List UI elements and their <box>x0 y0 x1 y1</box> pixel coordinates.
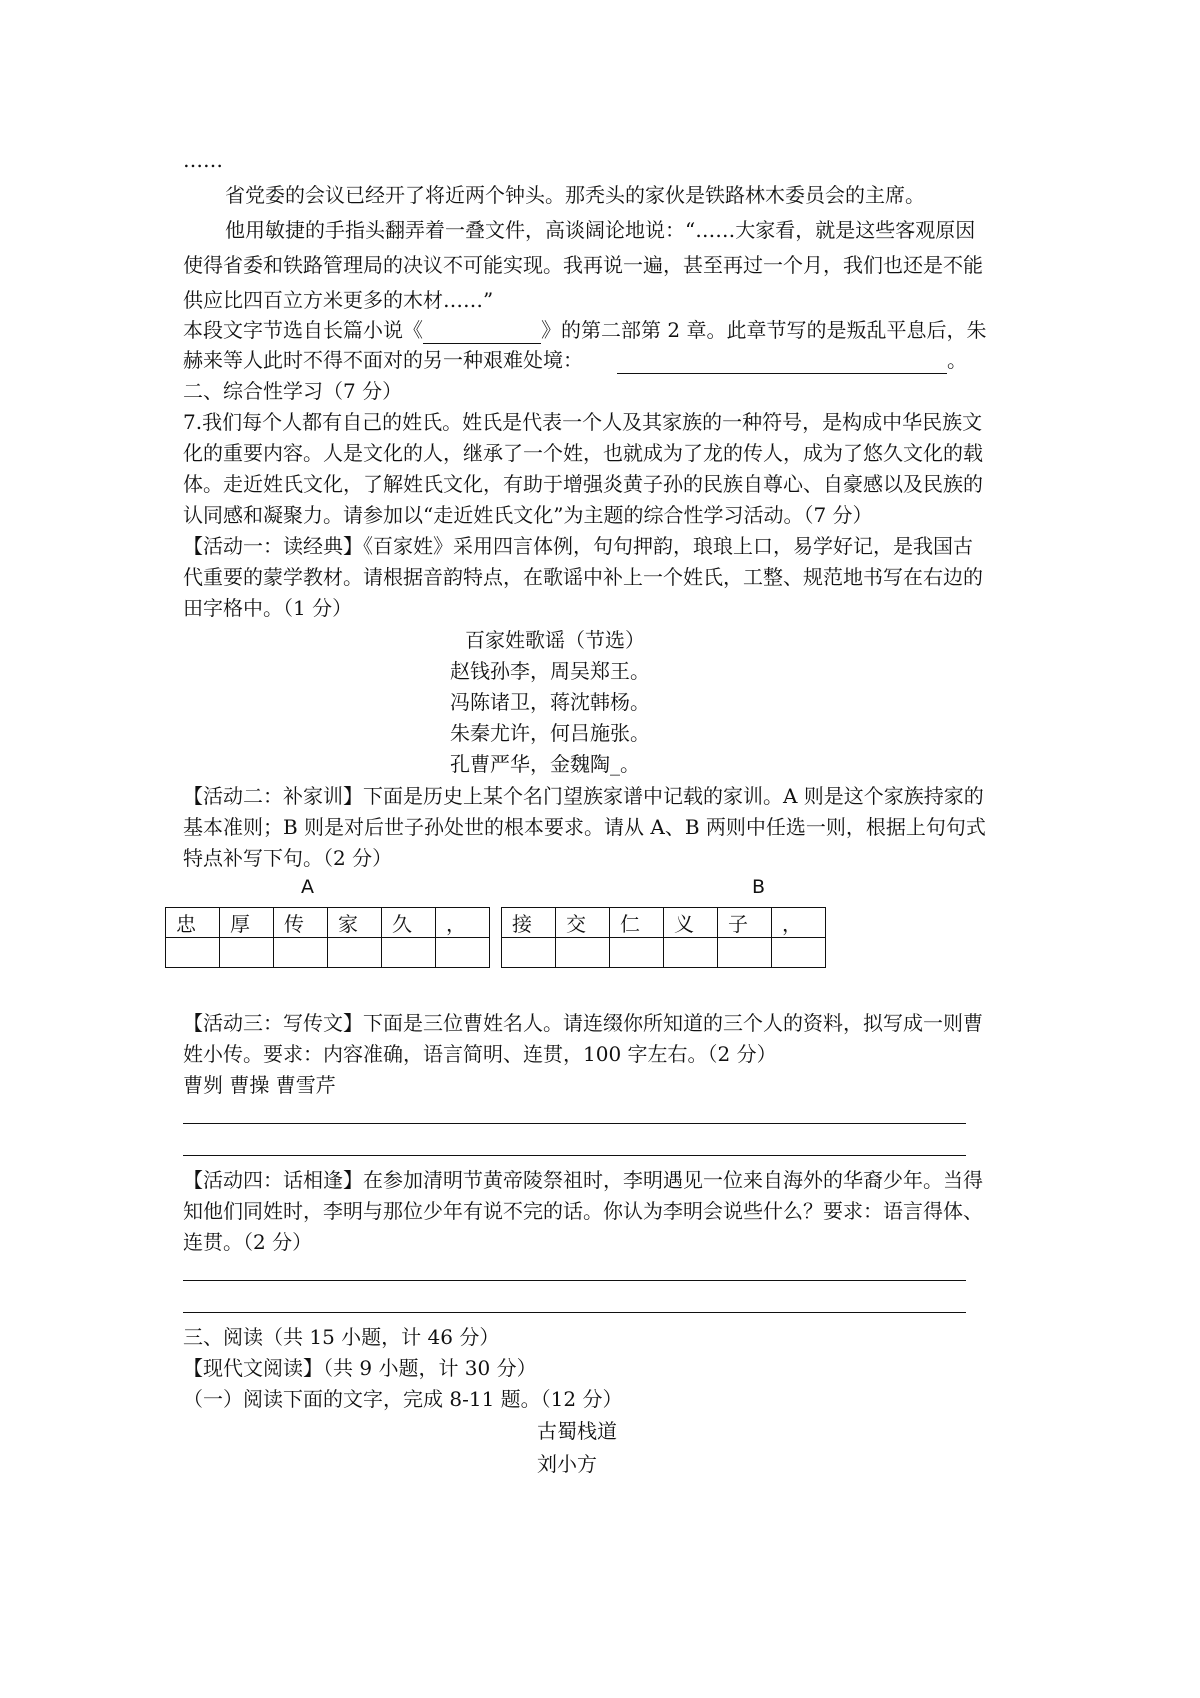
activity2-line: 特点补写下句。（2 分） <box>183 846 393 870</box>
grid-a <box>165 907 490 968</box>
answer-line[interactable] <box>183 1312 966 1313</box>
poem-line: 冯陈诸卫，蒋沈韩杨。 <box>450 690 650 714</box>
grid-b-char: ， <box>772 908 826 938</box>
grid-b-char: 义 <box>664 908 718 938</box>
grid-b-answer-cell[interactable] <box>718 938 772 968</box>
grid-b-answer-cell[interactable] <box>664 938 718 968</box>
activity2-line: 【活动二：补家训】下面是历史上某个名门望族家谱中记载的家训。A 则是这个家族持家的 <box>183 784 984 808</box>
poem-line: 朱秦尤许，何吕施张。 <box>450 721 650 745</box>
answer-line[interactable] <box>183 1155 966 1156</box>
passage-line: 供应比四百立方米更多的木材……” <box>183 288 494 312</box>
grid-b-label: B <box>752 876 766 898</box>
grid-a-answer-cell[interactable] <box>328 938 382 968</box>
q7-line: 体。走近姓氏文化，了解姓氏文化，有助于增强炎黄子孙的民族自尊心、自豪感以及民族的 <box>183 472 983 496</box>
grid-b-char: 子 <box>718 908 772 938</box>
grid-a-char: 厚 <box>220 908 274 938</box>
answer-line[interactable] <box>183 1280 966 1281</box>
activity1-line: 【活动一：读经典】《百家姓》采用四言体例，句句押韵，琅琅上口，易学好记，是我国古 <box>183 534 973 558</box>
grid-a-answer-cell[interactable] <box>436 938 490 968</box>
activity2-line: 基本准则；B 则是对后世子孙处世的根本要求。请从 A、B 两则中任选一则，根据上句句式 <box>183 815 986 839</box>
grid-b-char: 交 <box>556 908 610 938</box>
grid-b-answer-cell[interactable] <box>556 938 610 968</box>
section-title: 三、阅读（共 15 小题，计 46 分） <box>183 1325 500 1349</box>
grid-b <box>501 907 826 968</box>
grid-a-char: 传 <box>274 908 328 938</box>
q7-line: 化的重要内容。人是文化的人，继承了一个姓，也就成为了龙的传人，成为了悠久文化的载 <box>183 441 983 465</box>
passage-line: 他用敏捷的手指头翻弄着一叠文件，高谈阔论地说：“……大家看，就是这些客观原因 <box>225 218 976 242</box>
poem-line: 赵钱孙李，周吴郑王。 <box>450 659 650 683</box>
activity1-line: 代重要的蒙学教材。请根据音韵特点，在歌谣中补上一个姓氏，工整、规范地书写在右边的 <box>183 565 983 589</box>
activity3-line: 【活动三：写传文】下面是三位曹姓名人。请连缀你所知道的三个人的资料，拟写成一则曹 <box>183 1011 983 1035</box>
grid-a-char: 家 <box>328 908 382 938</box>
poem-title: 百家姓歌谣（节选） <box>465 628 645 652</box>
question-line <box>183 346 967 374</box>
situation-blank[interactable] <box>617 351 947 374</box>
activity4-line: 【活动四：话相逢】在参加清明节黄帝陵祭祖时，李明遇见一位来自海外的华裔少年。当得 <box>183 1168 983 1192</box>
grid-a-char: 忠 <box>166 908 220 938</box>
grid-b-answer-cell[interactable] <box>772 938 826 968</box>
question-text: 》的第二部第 2 章。此章节写的是叛乱平息后，朱 <box>541 318 987 342</box>
grid-a-answer-cell[interactable] <box>274 938 328 968</box>
section-title: 二、综合性学习（7 分） <box>183 379 403 403</box>
poem-line: 孔曹严华，金魏陶_。 <box>450 752 640 776</box>
novel-title-blank[interactable] <box>423 321 541 344</box>
question-text: 。 <box>947 348 967 372</box>
answer-line[interactable] <box>183 1123 966 1124</box>
question-text: 赫来等人此时不得不面对的另一种艰难处境： <box>183 348 583 372</box>
passage-line: 使得省委和铁路管理局的决议不可能实现。我再说一遍，甚至再过一个月，我们也还是不能 <box>183 253 983 277</box>
grid-b-answer-cell[interactable] <box>610 938 664 968</box>
grid-a-answer-cell[interactable] <box>220 938 274 968</box>
grid-b-char: 仁 <box>610 908 664 938</box>
q7-line: 认同感和凝聚力。请参加以“走近姓氏文化”为主题的综合性学习活动。（7 分） <box>183 503 873 527</box>
ellipsis-line: …… <box>183 148 223 172</box>
passage-line: 省党委的会议已经开了将近两个钟头。那秃头的家伙是铁路林木委员会的主席。 <box>225 183 925 207</box>
grid-a-answer-cell[interactable] <box>166 938 220 968</box>
activity4-line: 连贯。（2 分） <box>183 1230 313 1254</box>
article-author: 刘小方 <box>537 1452 597 1476</box>
grid-b-char: 接 <box>502 908 556 938</box>
grid-a-label: A <box>301 876 314 898</box>
grid-a-answer-cell[interactable] <box>382 938 436 968</box>
grid-a-char: ， <box>436 908 490 938</box>
q7-line: 7.我们每个人都有自己的姓氏。姓氏是代表一个人及其家族的一种符号，是构成中华民族文 <box>183 410 983 434</box>
activity3-line: 姓小传。要求：内容准确，语言简明、连贯，100 字左右。（2 分） <box>183 1042 777 1066</box>
subsection-title: 【现代文阅读】（共 9 小题，计 30 分） <box>183 1356 537 1380</box>
grid-a-char: 久 <box>382 908 436 938</box>
article-title: 古蜀栈道 <box>537 1419 617 1443</box>
activity3-names: 曹刿 曹操 曹雪芹 <box>183 1073 336 1097</box>
grid-b-answer-cell[interactable] <box>502 938 556 968</box>
question-line <box>183 316 986 344</box>
activity1-line: 田字格中。（1 分） <box>183 596 353 620</box>
reading-instruction: （一）阅读下面的文字，完成 8-11 题。（12 分） <box>183 1387 623 1411</box>
activity4-line: 知他们同姓时，李明与那位少年有说不完的话。你认为李明会说些什么？要求：语言得体、 <box>183 1199 983 1223</box>
question-text: 本段文字节选自长篇小说《 <box>183 318 423 342</box>
